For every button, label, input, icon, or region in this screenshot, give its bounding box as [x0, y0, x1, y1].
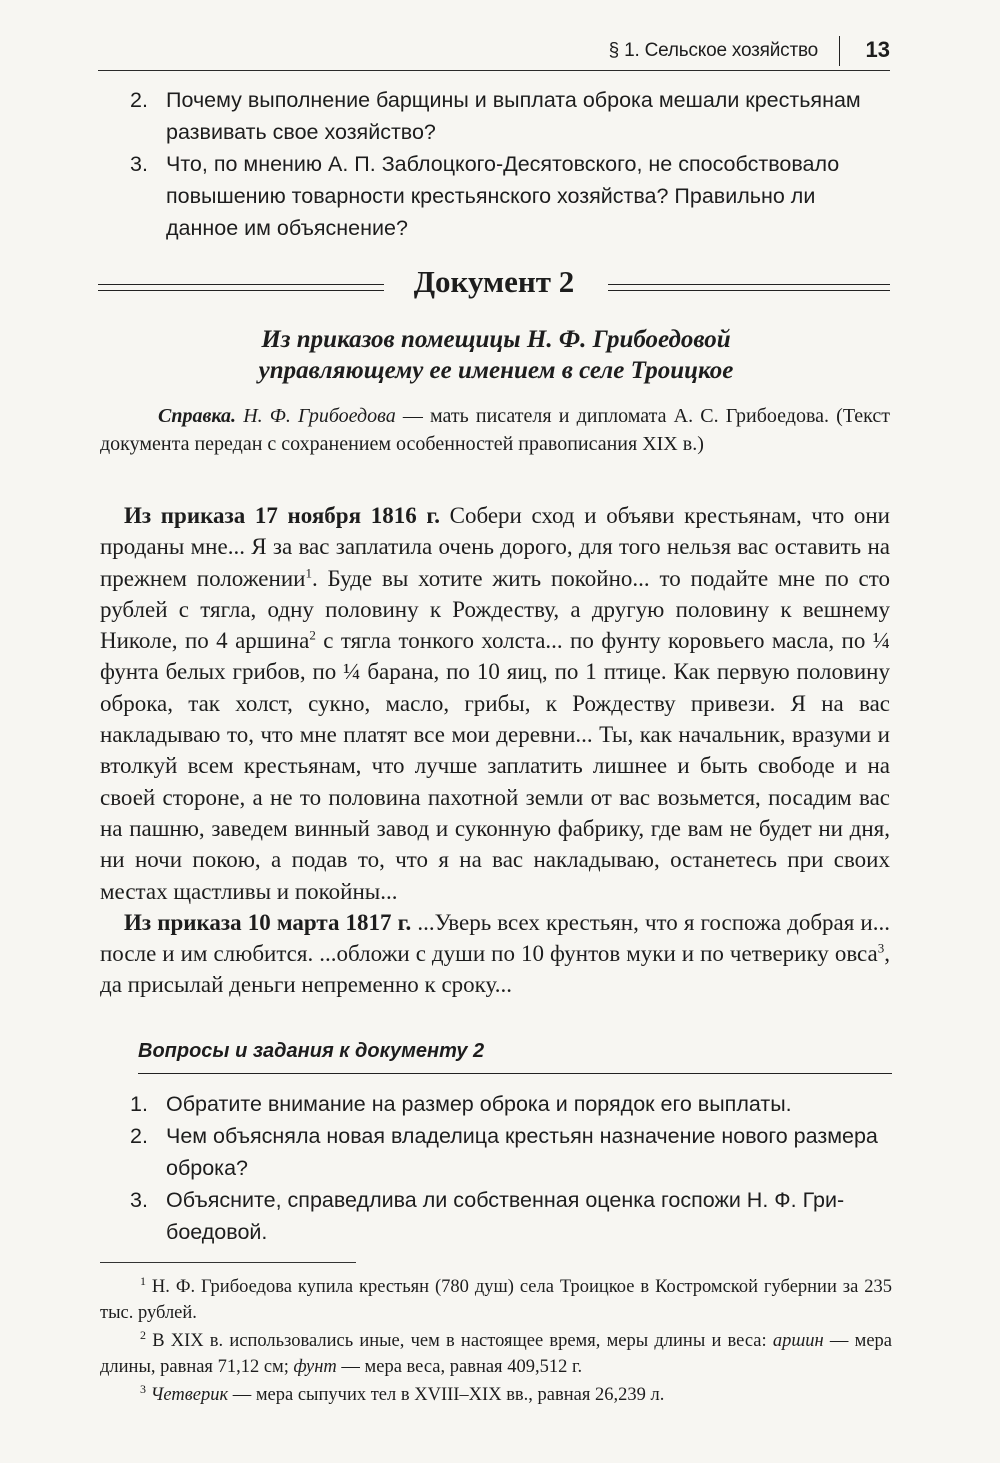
footnote-3: [100, 1382, 892, 1408]
task-item: [100, 1120, 892, 1184]
order-paragraph-1: [100, 500, 890, 907]
question-text: Почему выполнение барщины и выплата оброка мешали крестьянам развивать свое хозяйство?: [166, 88, 861, 144]
footnote-ref-1[interactable]: 1: [305, 564, 312, 580]
footnotes: [100, 1274, 892, 1410]
footnote-ref-2[interactable]: 2: [309, 627, 316, 643]
task-text: Чем объясняла новая владелица крестьян назначение нового размера оброка?: [166, 1124, 878, 1180]
order-2-text: , да присылай деньги непременно к сроку...: [100, 941, 890, 998]
order-1-text: . Буде вы хотите жить покойно... то подайте мне по сто рублей с тягла, одну половину к Рождеству, а другую половину к вешнему Николе, по 4 аршина: [100, 565, 890, 654]
footnote-separator: [100, 1262, 356, 1263]
reference-note: [100, 402, 890, 458]
order-1-label: Из приказа 17 ноября 1816 г.: [124, 503, 440, 528]
task-item: [100, 1088, 892, 1120]
task-number: 2.: [130, 1124, 148, 1148]
footnote-2-term-funt: фунт: [293, 1357, 337, 1377]
footnote-2-text: — мера длины, равная 71,12 см;: [100, 1331, 892, 1377]
footnote-2-term-arshin: аршин: [772, 1331, 824, 1351]
order-1-text: с тягла тонкого холста... по фунту коровьего масла, по ¼ фунта белых грибов, по ¼ барана, по 10 яиц, по 1 птице. Как первую половину оброка, так холст, сукно, масло, грибы, к Рождеству привези. Я на вас накладываю то, что мне платят все мои деревни... Ты, как начальник, вразуми и втолкуй всем крестьянам, что лучше заплатить лишнее и быть свободе и на своей стороне, а не то половина пахотной земли от вас возьмется, посадим вас на пашню, заведем винный завод и суконную фабрику, где вам не будет ни дня, ни ночи покою, а подав то, что я на вас накладываю, останетесь при своих местах щастливы и покойны...: [100, 628, 890, 904]
task-number: 1.: [130, 1092, 148, 1116]
footnote-1-text: Н. Ф. Грибоедова купила крестьян (780 душ) села Троицкое в Костромской губернии за 235 тыс. рублей.: [100, 1277, 892, 1323]
page-number: 13: [865, 37, 890, 62]
note-text: — мать писателя и дипломата А. С. Грибоедова. (Текст документа передан с сохранением особенностей правописания XIX в.): [100, 405, 891, 455]
footnote-2-text: — мера веса, равная 409,512 г.: [336, 1357, 583, 1377]
task-text: Объясните, справедлива ли собственная оценка госпожи Н. Ф. Грибоедовой.: [166, 1188, 845, 1244]
task-text: Обратите внимание на размер оброка и порядок его выплаты.: [166, 1092, 792, 1116]
footnote-ref-3[interactable]: 3: [877, 940, 885, 956]
footnote-3-text: — мера сыпучих тел в XVIII–XIX вв., равная 26,239 л.: [228, 1385, 665, 1405]
question-text: Что, по мнению А. П. Заблоцкого-Десятовского, не способствовало повышению товарности крестьянского хозяйства? Правильно ли данное им объяснение?: [166, 152, 840, 240]
document-heading: [98, 262, 890, 312]
footnote-3-term: Четверик: [150, 1385, 229, 1405]
order-paragraph-2: [100, 907, 890, 1001]
document-label: Документ 2: [413, 264, 575, 299]
heading-rule-right: [608, 284, 890, 291]
footnote-2: [100, 1328, 892, 1380]
footnote-1: [100, 1274, 892, 1326]
order-1-text: Собери сход и объяви крестьянам, что они проданы мне... Я за вас заплатила очень дорого, для того нельзя вас оставить на прежнем положении: [100, 503, 890, 591]
footnote-2-mark: 2: [140, 1327, 146, 1342]
question-item: [100, 148, 892, 244]
task-item: [100, 1184, 892, 1248]
document-body: [100, 500, 890, 1001]
order-2-text: ...Уверь всех крестьян, что я госпожа добрая и... после и им слюбится. ...обложи с души по 10 фунтов муки и по четверику овса: [100, 909, 890, 967]
question-number: 3.: [130, 152, 148, 176]
section-title: § 1. Сельское хозяйство: [608, 40, 818, 61]
footnote-2-text: В XIX в. использовались иные, чем в настоящее время, меры длины и веса:: [146, 1331, 773, 1351]
document-title-line-1: Из приказов помещицы Н. Ф. Грибоедовой: [261, 326, 731, 353]
header-divider: [839, 36, 841, 66]
footnote-1-mark: 1: [140, 1273, 146, 1288]
question-number: 2.: [130, 88, 148, 112]
previous-questions-list: [100, 84, 892, 244]
document-title: [100, 324, 892, 386]
tasks-list: [100, 1088, 892, 1248]
tasks-heading: Вопросы и задания к документу 2: [138, 1040, 892, 1074]
footnote-3-mark: 3: [140, 1381, 146, 1396]
note-label: Справка.: [158, 405, 237, 427]
task-number: 3.: [130, 1188, 148, 1212]
note-name: Н. Ф. Грибоедова: [243, 405, 396, 427]
question-item: [100, 84, 892, 148]
document-title-line-2: управляющему ее имением в селе Троицкое: [258, 357, 734, 384]
order-2-label: Из приказа 10 марта 1817 г.: [124, 909, 412, 935]
running-header: [98, 30, 890, 71]
